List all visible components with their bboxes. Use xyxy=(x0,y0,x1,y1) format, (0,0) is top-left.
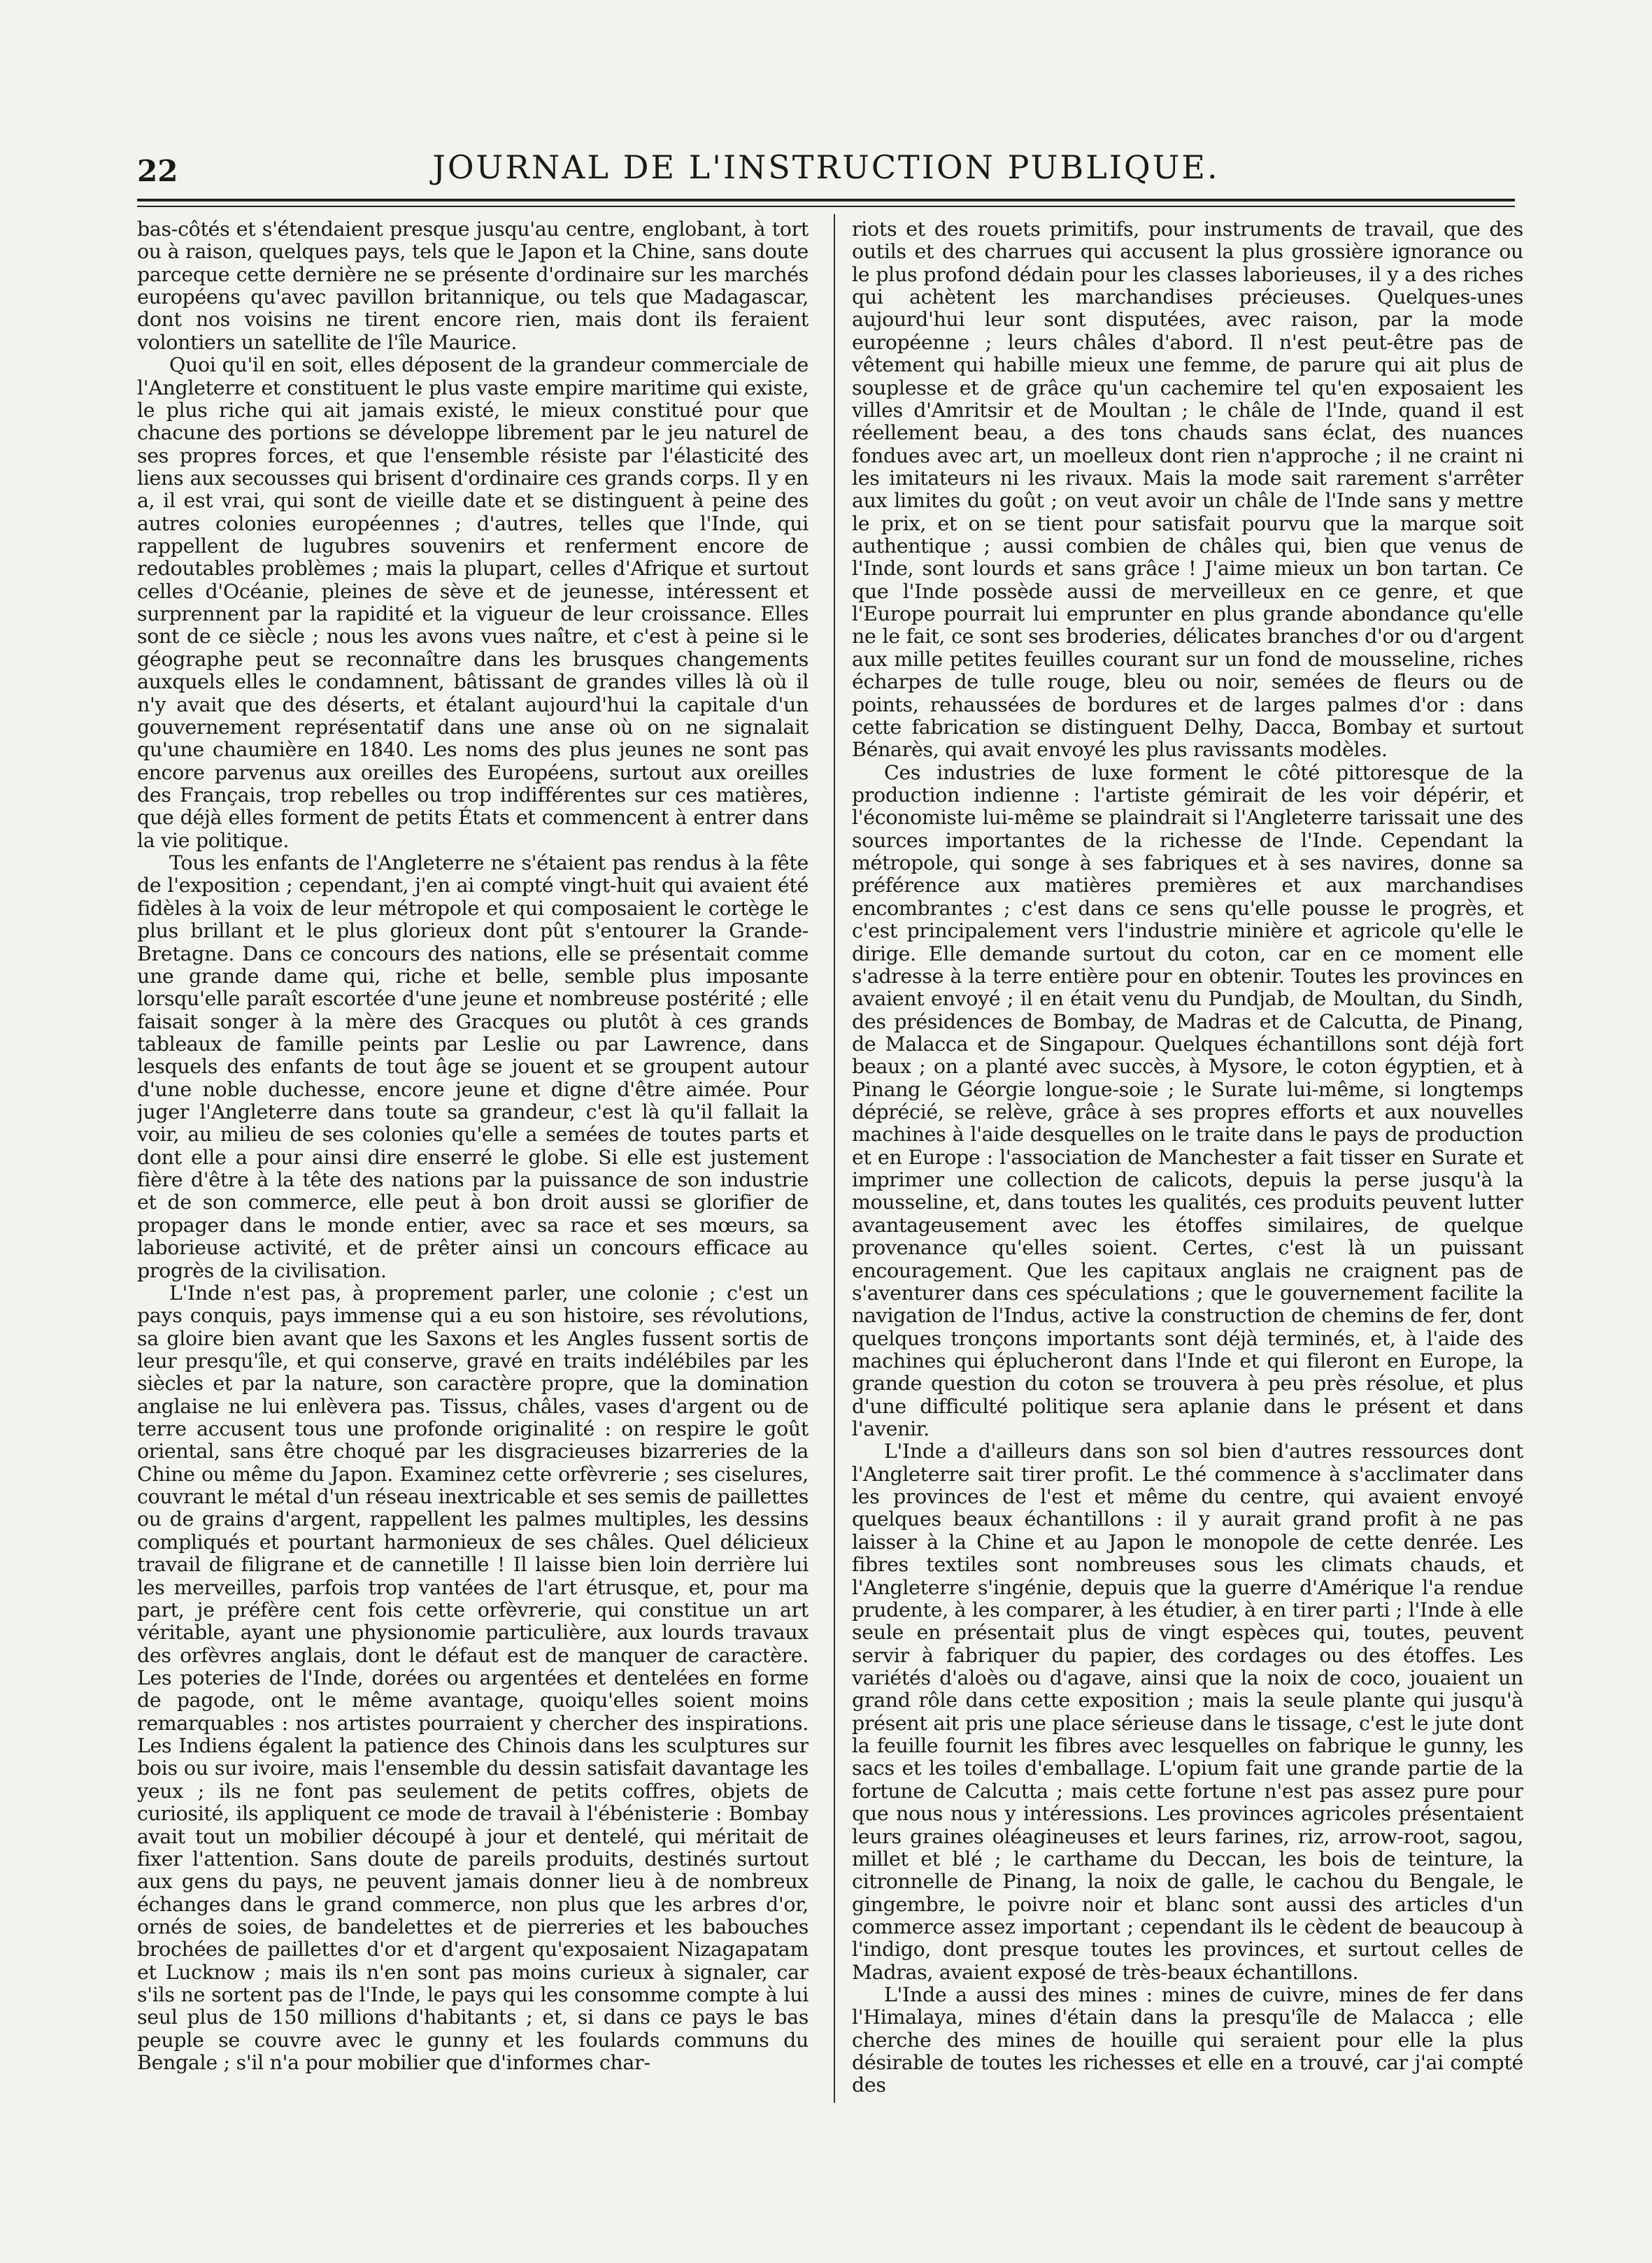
paragraph: bas-côtés et s'étendaient presque jusqu'au centre, englobant, à tort ou à raison, quelques pays, tels que le Japon et la Chine, sans doute parceque cette dernière ne se présente d'ordinaire sur les marchés européens qu'avec pavillon britannique, ou tels que Madagascar, dont nos voisins ne tirent encore rien, mais dont ils feraient volontiers un satellite de l'île Maurice. xyxy=(137,218,809,354)
left-column xyxy=(137,218,809,2100)
right-column xyxy=(852,218,1523,2100)
header-rule-thick xyxy=(137,199,1515,201)
paragraph: L'Inde n'est pas, à proprement parler, une colonie ; c'est un pays conquis, pays immense qui a eu son histoire, ses révolutions, sa gloire bien avant que les Saxons et les Angles fussent sortis de leur presqu'île, et qui conserve, gravé en traits indélébiles par les siècles et par la nature, son caractère propre, que la domination anglaise ne lui enlèvera pas. Tissus, châles, vases d'argent ou de terre accusent tous une profonde originalité : on respire le goût oriental, sans être choqué par les disgracieuses bizarreries de la Chine ou même du Japon. Examinez cette orfèvrerie ; ses ciselures, couvrant le métal d'un réseau inextricable et ses semis de paillettes ou de grains d'argent, rappellent les palmes multiples, les dessins compliqués et pourtant harmonieux de ses châles. Quel délicieux travail de filigrane et de cannetille ! Il laisse bien loin derrière lui les merveilles, parfois trop vantées de l'art étrusque, et, pour ma part, je préfère cent fois cette orfèvrerie, qui constitue un art véritable, ayant une physionomie particulière, aux lourds travaux des orfèvres anglais, dont le défaut est de manquer de caractère. Les poteries de l'Inde, dorées ou argentées et dentelées en forme de pagode, ont le même avantage, quoiqu'elles soient moins remarquables : nos artistes pourraient y chercher des inspirations. Les Indiens égalent la patience des Chinois dans les sculptures sur bois ou sur ivoire, mais l'ensemble du dessin satisfait davantage les yeux ; ils ne font pas seulement de petits coffres, objets de curiosité, ils appliquent ce mode de travail à l'ébénisterie : Bombay avait tout un mobilier découpé à jour et dentelé, qui méritait de fixer l'attention. Sans doute de pareils produits, destinés surtout aux gens du pays, ne peuvent jamais donner lieu à de nombreux échanges dans le grand commerce, non plus que les arbres d'or, ornés de soies, de bandelettes et de pierreries et les babouches brochées de paillettes d'or et d'argent qu'exposaient Nizagapatam et Lucknow ; mais ils n'en sont pas moins curieux à signaler, car s'ils ne sortent pas de l'Inde, le pays qui les consomme compte à lui seul plus de 150 millions d'habitants ; et, si dans ce pays le bas peuple se couvre avec le gunny et les foulards communs du Bengale ; s'il n'a pour mobilier que d'informes char- xyxy=(137,1281,809,2075)
paragraph: L'Inde a d'ailleurs dans son sol bien d'autres ressources dont l'Angleterre sait tirer profit. Le thé commence à s'acclimater dans les provinces de l'est et même du centre, qui avaient envoyé quelques beaux échantillons : il y aurait grand profit à ne pas laisser à la Chine et au Japon le monopole de cette denrée. Les fibres textiles sont nombreuses sous les climats chauds, et l'Angleterre s'ingénie, depuis que la guerre d'Amérique l'a rendue prudente, à les comparer, à les étudier, à en tirer parti ; l'Inde à elle seule en présentait plus de vingt espèces qui, toutes, peuvent servir à fabriquer du papier, des cordages ou des étoffes. Les variétés d'aloès ou d'agave, ainsi que la noix de coco, jouaient un grand rôle dans cette exposition ; mais la seule plante qui jusqu'à présent ait pris une place sérieuse dans le tissage, c'est le jute dont la feuille fournit les fibres avec lesquelles on fabrique le gunny, les sacs et les toiles d'emballage. L'opium fait une grande partie de la fortune de Calcutta ; mais cette fortune n'est pas assez pure pour que nous nous y intéressions. Les provinces agricoles présentaient leurs graines oléagineuses et leurs farines, riz, arrow-root, sagou, millet et blé ; le carthame du Deccan, les bois de teinture, la citronnelle de Pinang, la noix de galle, le cachou du Bengale, le gingembre, le poivre noir et blanc sont aussi des articles d'un commerce assez important ; cependant ils le cèdent de beaucoup à l'indigo, dont presque toutes les provinces, et surtout celles de Madras, avaient exposé de très-beaux échantillons. xyxy=(852,1440,1523,1984)
paragraph: L'Inde a aussi des mines : mines de cuivre, mines de fer dans l'Himalaya, mines d'étain dans la presqu'île de Malacca ; elle cherche des mines de houille qui seraient pour elle la plus désirable de toutes les richesses et elle en a trouvé, car j'ai compté des xyxy=(852,1983,1523,2097)
journal-title: JOURNAL DE L'INSTRUCTION PUBLIQUE. xyxy=(432,148,1220,186)
page-number: 22 xyxy=(137,154,178,188)
paragraph: Ces industries de luxe forment le côté pittoresque de la production indienne : l'artiste gémirait de les voir dépérir, et l'économiste lui-même se plaindrait si l'Angleterre tarissait une des sources importantes de la richesse de l'Inde. Cependant la métropole, qui songe à ses fabriques et à ses navires, donne sa préférence aux matières premières et aux marchandises encombrantes ; c'est dans ce sens qu'elle pousse le progrès, et c'est principalement vers l'industrie minière et agricole qu'elle le dirige. Elle demande surtout du coton, car en ce moment elle s'adresse à la terre entière pour en obtenir. Toutes les provinces en avaient envoyé ; il en était venu du Pundjab, de Moultan, du Sindh, des présidences de Bombay, de Madras et de Calcutta, de Pinang, de Malacca et de Singapour. Quelques échantillons sont déjà fort beaux ; on a planté avec succès, à Mysore, le coton égyptien, et à Pinang le Géorgie longue-soie ; le Surate lui-même, si longtemps déprécié, se relève, grâce à ses propres efforts et aux nouvelles machines à l'aide desquelles on le traite dans le pays de production et en Europe : l'association de Manchester a fait tisser en Surate et imprimer une collection de calicots, depuis la perse jusqu'à la mousseline, et, dans toutes les qualités, ces produits peuvent lutter avantageusement avec les étoffes similaires, de quelque provenance qu'elles soient. Certes, c'est là un puissant encouragement. Que les capitaux anglais ne craignent pas de s'aventurer dans ces spéculations ; que le gouvernement facilite la navigation de l'Indus, active la construction de chemins de fer, dont quelques tronçons importants sont déjà terminés, et, à l'aide des machines qui éplucheront dans l'Inde et qui fileront en Europe, la grande question du coton se trouvera à peu près résolue, et plus d'une difficulté politique sera aplanie dans le présent et dans l'avenir. xyxy=(852,760,1523,1441)
paragraph: Quoi qu'il en soit, elles déposent de la grandeur commerciale de l'Angleterre et constituent le plus vaste empire maritime qui existe, le plus riche qui ait jamais existé, le mieux constitué pour que chacune des portions se développe librement par le jeu naturel de ses propres forces, et que l'ensemble résiste par l'élasticité des liens aux secousses qui brisent d'ordinaire ces grands corps. Il y en a, il est vrai, qui sont de vieille date et se distinguent à peine des autres colonies européennes ; d'autres, telles que l'Inde, qui rappellent de lugubres souvenirs et renferment encore de redoutables problèmes ; mais la plupart, celles d'Afrique et surtout celles d'Océanie, pleines de sève et de jeunesse, intéressent et surprennent par la rapidité et la vigueur de leur croissance. Elles sont de ce siècle ; nous les avons vues naître, et c'est à peine si le géographe peut se reconnaître dans les brusques changements auxquels elles le condamnent, bâtissant de grandes villes là où il n'y avait que des déserts, et étalant aujourd'hui la capitale d'un gouvernement représentatif dans une anse où on ne signalait qu'une chaumière en 1840. Les noms des plus jeunes ne sont pas encore parvenus aux oreilles des Européens, surtout aux oreilles des Français, trop rebelles ou trop indifférentes sur ces matières, que déjà elles forment de petits États et commencent à entrer dans la vie politique. xyxy=(137,353,809,852)
column-divider xyxy=(834,214,835,2103)
header-rule-thin xyxy=(137,206,1515,207)
page-header xyxy=(137,148,1515,190)
paragraph: Tous les enfants de l'Angleterre ne s'étaient pas rendus à la fête de l'exposition ; cependant, j'en ai compté vingt-huit qui avaient été fidèles à la voix de leur métropole et qui composaient le cortège le plus brillant et le plus glorieux dont pût s'entourer la Grande-Bretagne. Dans ce concours des nations, elle se présentait comme une grande dame qui, riche et belle, semble plus imposante lorsqu'elle paraît escortée d'une jeune et nombreuse postérité ; elle faisait songer à la mère des Gracques ou plutôt à ces grands tableaux de famille peints par Leslie ou par Lawrence, dans lesquels des enfants de tout âge se jouent et se groupent autour d'une noble duchesse, encore jeune et digne d'être aimée. Pour juger l'Angleterre dans toute sa grandeur, c'est là qu'il fallait la voir, au milieu de ses colonies qu'elle a semées de toutes parts et dont elle a pour ainsi dire enserré le globe. Si elle est justement fière d'être à la tête des nations par la puissance de son industrie et de son commerce, elle peut à bon droit aussi se glorifier de propager dans le monde entier, avec sa race et ses mœurs, sa laborieuse activité, et de prêter ainsi un concours efficace au progrès de la civilisation. xyxy=(137,851,809,1282)
paragraph: riots et des rouets primitifs, pour instruments de travail, que des outils et des charrues qui accusent la plus grossière ignorance ou le plus profond dédain pour les classes laborieuses, il y a des riches qui achètent les marchandises précieuses. Quelques-unes aujourd'hui leur sont disputées, avec raison, par la mode européenne ; leurs châles d'abord. Il n'est peut-être pas de vêtement qui habille mieux une femme, de parure qui ait plus de souplesse et de grâce qu'un cachemire tel qu'en exposaient les villes d'Amritsir et de Moultan ; le châle de l'Inde, quand il est réellement beau, a des tons chauds sans éclat, des nuances fondues avec art, un moelleux dont rien n'approche ; il ne craint ni les imitateurs ni les rivaux. Mais la mode sait rarement s'arrêter aux limites du goût ; on veut avoir un châle de l'Inde sans y mettre le prix, et on se tient pour satisfait pourvu que la marque soit authentique ; aussi combien de châles qui, bien que venus de l'Inde, sont lourds et sans grâce ! J'aime mieux un bon tartan. Ce que l'Inde possède aussi de merveilleux en ce genre, et que l'Europe pourrait lui emprunter en plus grande abondance qu'elle ne le fait, ce sont ses broderies, délicates branches d'or ou d'argent aux mille petites feuilles courant sur un fond de mousseline, riches écharpes de tulle rouge, bleu ou noir, semées de fleurs ou de points, rehaussées de bordures et de larges palmes d'or : dans cette fabrication se distinguent Delhy, Dacca, Bombay et surtout Bénarès, qui avait envoyé les plus ravissants modèles. xyxy=(852,218,1523,762)
